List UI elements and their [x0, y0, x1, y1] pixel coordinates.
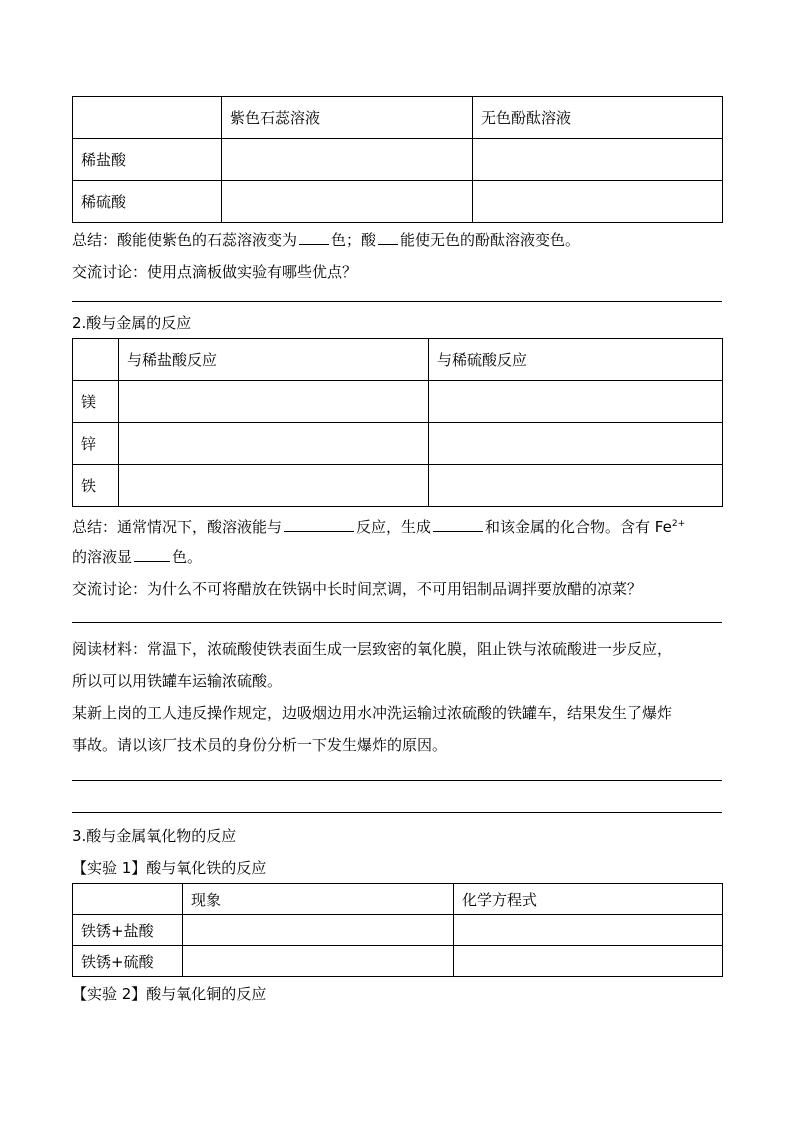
reading-line: 某新上岗的工人违反操作规定，边吸烟边用水冲洗运输过浓硫酸的铁罐车，结果发生了爆炸 [72, 704, 673, 722]
table-header-cell: 紫色石蕊溶液 [222, 97, 473, 139]
table-row [73, 946, 723, 977]
answer-cell[interactable] [119, 381, 429, 423]
experiment-title: 【实验 2】酸与氧化铜的反应 [72, 985, 267, 1003]
indicator-table [72, 96, 723, 223]
table-row [73, 915, 723, 946]
answer-cell[interactable] [183, 915, 454, 946]
rust-reaction-table [72, 883, 723, 977]
answer-blank[interactable] [378, 227, 398, 245]
table-header-row [73, 884, 723, 915]
section-title: 2.酸与金属的反应 [72, 314, 192, 332]
experiment-title: 【实验 1】酸与氧化铁的反应 [72, 859, 267, 877]
answer-blank[interactable] [299, 227, 329, 245]
answer-cell[interactable] [429, 465, 723, 507]
table-header-cell [73, 97, 222, 139]
metal-reaction-table [72, 338, 723, 507]
table-header-cell: 与稀盐酸反应 [119, 339, 429, 381]
worksheet-page [72, 96, 722, 1009]
table-header-row [73, 97, 723, 139]
discussion-question: 交流讨论：使用点滴板做实验有哪些优点？ [72, 263, 358, 281]
answer-cell[interactable] [119, 465, 429, 507]
answer-cell[interactable] [183, 946, 454, 977]
row-label: 稀硫酸 [73, 181, 222, 223]
table-row [73, 423, 723, 465]
row-label: 锌 [73, 423, 119, 465]
row-label: 铁 [73, 465, 119, 507]
table-row [73, 139, 723, 181]
section-title: 3.酸与金属氧化物的反应 [72, 827, 237, 845]
table-header-cell [73, 884, 183, 915]
row-label: 铁锈+盐酸 [73, 915, 183, 946]
answer-line[interactable] [72, 622, 722, 623]
answer-blank[interactable] [433, 514, 483, 532]
table-header-cell: 与稀硫酸反应 [429, 339, 723, 381]
answer-cell[interactable] [454, 946, 723, 977]
answer-line[interactable] [72, 301, 722, 302]
answer-cell[interactable] [473, 181, 723, 223]
answer-blank[interactable] [134, 544, 170, 562]
table-header-cell: 化学方程式 [454, 884, 723, 915]
answer-blank[interactable] [284, 514, 354, 532]
table-row [73, 181, 723, 223]
answer-cell[interactable] [429, 381, 723, 423]
answer-line[interactable] [72, 780, 722, 781]
row-label: 稀盐酸 [73, 139, 222, 181]
answer-cell[interactable] [454, 915, 723, 946]
answer-cell[interactable] [119, 423, 429, 465]
reading-line: 事故。请以该厂技术员的身份分析一下发生爆炸的原因。 [72, 736, 448, 754]
summary-line: 的溶液显 色。 [72, 542, 722, 572]
reading-line: 所以可以用铁罐车运输浓硫酸。 [72, 672, 283, 690]
row-label: 镁 [73, 381, 119, 423]
answer-cell[interactable] [222, 181, 473, 223]
table-header-cell [73, 339, 119, 381]
answer-cell[interactable] [473, 139, 723, 181]
reading-material [72, 633, 722, 760]
table-header-cell: 无色酚酞溶液 [473, 97, 723, 139]
discussion-question: 交流讨论：为什么不可将醋放在铁锅中长时间烹调，不可用铝制品调拌要放醋的凉菜？ [72, 580, 643, 598]
answer-cell[interactable] [429, 423, 723, 465]
table-header-cell: 现象 [183, 884, 454, 915]
answer-cell[interactable] [222, 139, 473, 181]
table-row [73, 465, 723, 507]
answer-line[interactable] [72, 812, 722, 813]
row-label: 铁锈+硫酸 [73, 946, 183, 977]
table-row [73, 381, 723, 423]
table-header-row [73, 339, 723, 381]
reading-line: 阅读材料：常温下，浓硫酸使铁表面生成一层致密的氧化膜，阻止铁与浓硫酸进一步反应， [72, 640, 673, 658]
summary-line: 总结：通常情况下，酸溶液能与 反应，生成 和该金属的化合物。含有 $Fe^{2+}$ [72, 509, 722, 542]
summary-line: 总结：酸能使紫色的石蕊溶液变为 色；酸 能使无色的酚酞溶液变色。 [72, 225, 722, 255]
